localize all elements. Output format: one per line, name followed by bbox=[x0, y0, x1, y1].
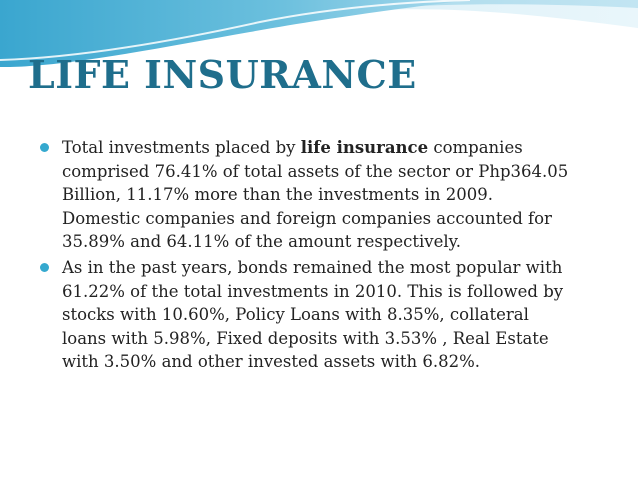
bullet-line: 35.89% and 64.11% of the amount respectively. bbox=[62, 232, 462, 252]
bullet-line: loans with 5.98%, Fixed deposits with 3.53% , Real Estate bbox=[62, 328, 549, 348]
bullet-line bbox=[62, 136, 615, 160]
text-span: companies bbox=[428, 138, 523, 157]
bullet-item-bonds bbox=[40, 256, 615, 374]
text-span: Total investments placed by bbox=[62, 138, 301, 157]
bullet-line: Billion, 11.17% more than the investments in 2009. bbox=[62, 185, 494, 205]
bullet-dot-icon bbox=[40, 143, 49, 152]
bold-text: life insurance bbox=[300, 138, 429, 157]
bullet-list bbox=[40, 136, 615, 376]
slide-title: LIFE INSURANCE bbox=[28, 52, 417, 97]
bullet-line: with 3.50% and other invested assets with 6.82%. bbox=[62, 352, 481, 372]
bullet-line: Domestic companies and foreign companies accounted for bbox=[62, 208, 552, 228]
bullet-line: comprised 76.41% of total assets of the sector or Php364.05 bbox=[62, 161, 569, 181]
bullet-line: stocks with 10.60%, Policy Loans with 8.35%, collateral bbox=[62, 305, 529, 325]
bullet-dot-icon bbox=[40, 263, 49, 272]
bullet-line: 61.22% of the total investments in 2010. This is followed by bbox=[62, 281, 564, 301]
bullet-item-investments bbox=[40, 136, 615, 254]
bullet-line: As in the past years, bonds remained the most popular with bbox=[62, 257, 563, 277]
